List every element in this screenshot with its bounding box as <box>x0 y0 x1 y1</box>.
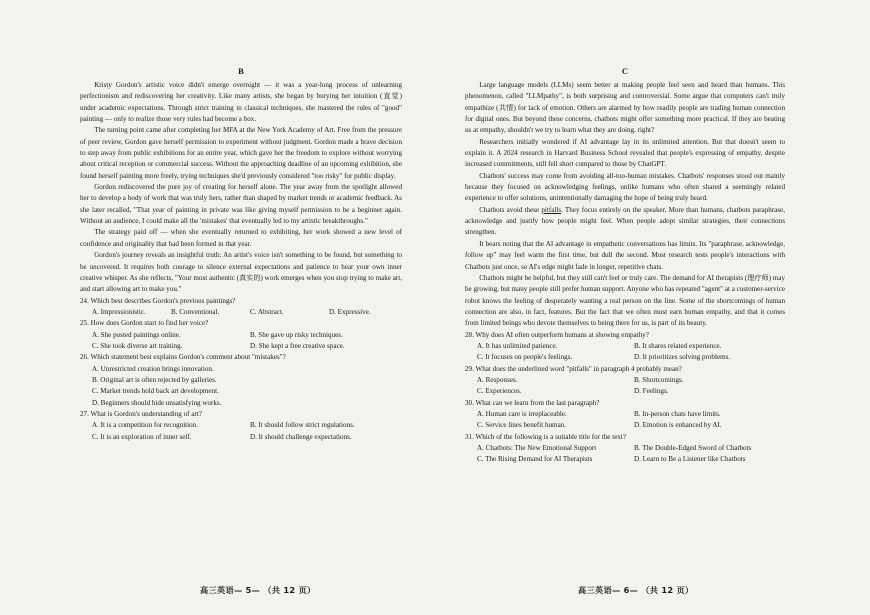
underlined-word-pitfalls: pitfalls <box>541 205 562 214</box>
option-d: D. Emotion is enhanced by AI. <box>634 421 722 430</box>
option-a: A. Chatbots: The New Emotional Support <box>477 444 597 452</box>
question-25-options <box>80 330 402 353</box>
option-a: A. It has unlimited patience. <box>477 341 558 350</box>
passage-c-paragraph <box>465 205 785 239</box>
page-footer-right: 高三英语— 6— （共 12 页） <box>578 585 694 595</box>
paragraph-rest-text: . They focus entirely on the speaker. More than humans, chatbots paraphrase, acknowledge and justify how people might feel. When people adopt similar strategies, their connections strengthen. <box>465 205 785 237</box>
page-footer-left: 高三英语— 5— （共 12 页） <box>200 585 316 595</box>
question-31-stem: 31. Which of the following is a suitable title for the text? <box>465 432 627 441</box>
question-24-options <box>80 307 402 318</box>
section-label-b: B <box>238 66 244 76</box>
option-b: B. It should follow strict regulations. <box>250 421 355 430</box>
option-a: A. She posted paintings online. <box>92 330 181 339</box>
option-a: A. Unrestricted creation brings innovation. <box>92 364 214 373</box>
question-29-options <box>465 375 785 398</box>
passage-b-paragraph: The turning point came after completing her MFA at the New York Academy of Art. Free from the pressure of peer review, Gordon gave herself permission to experiment without judgment. Gordon made a brave decision to step away from public exhibitions for an entire year, which gave her the freedom to explore without worrying about critical reception or commercial success. Without the approaching deadline of an upcoming exhibition, she found herself painting more freely, trying techniques she'd previously considered "too risky" for public display. <box>80 126 402 180</box>
question-26-options <box>80 364 402 409</box>
question-24-stem: 24. Which best describes Gordon's previous paintings? <box>80 296 236 305</box>
paragraph-lead-text: Chatbots avoid these <box>479 205 542 214</box>
question-30-options <box>465 409 785 432</box>
option-c: C. Abstract. <box>250 307 284 316</box>
option-b: B. In-person chats have limits. <box>634 409 721 418</box>
question-28-options <box>465 341 785 364</box>
option-b: B. It shares related experience. <box>634 341 722 350</box>
option-c: C. Market trends hold back art development. <box>92 387 219 396</box>
option-c: C. It focuses on people's feelings. <box>477 353 573 362</box>
section-label-c: C <box>621 66 629 76</box>
option-a: A. Human care is irreplaceable. <box>477 409 567 418</box>
option-b: B. Shortcomings. <box>634 375 684 384</box>
passage-b-paragraph: Gordon's journey reveals an insightful truth: An artist's voice isn't something to be found, but something to be uncovered. It requires both courage to silence external expectations and patience to hear your own inner creative whisper. As she reflects, "Your most authentic (真实的) work emerges when you stop trying to make art, and start allowing art to make you." <box>80 251 402 294</box>
question-29-stem: 29. What does the underlined word "pitfalls" in paragraph 4 probably mean? <box>465 364 682 373</box>
option-b: B. She gave up risky techniques. <box>250 330 343 339</box>
passage-b-paragraph: Gordon rediscovered the pure joy of creating for herself alone. The year away from the spotlight allowed her to develop a body of work that was truly hers, rather than shaped by market trends or academic feedback. As she later recalled, "That year of painting in private was like giving myself permission to be a beginner again. Without an audience, I could make all the 'mistakes' that eventually led to my artistic breakthroughs." <box>80 183 402 226</box>
option-d: D. It prioritizes solving problems. <box>634 353 731 362</box>
passage-c-column <box>465 66 785 466</box>
option-c: C. Experiences. <box>477 387 522 396</box>
option-b: B. Conventional. <box>171 307 220 316</box>
passage-c-paragraph: Chatbots might be helpful, but they still can't feel or truly care. The demand for AI therapists (理疗师) may be growing, but many people still prefer human support. Anyone who has repeated "agent" at a customer-service robot knows the feeling of desperately wanting a real person on the line. Some of the shortcomings of human connection are also, in fact, features. But the fact that we often must earn human empathy, and that it comes from limited beings who devote themselves to being there for us, is part of its beauty. <box>465 273 785 328</box>
option-a: A. Impressionistic. <box>92 307 146 316</box>
passage-b-paragraph: Kristy Gordon's artistic voice didn't emerge overnight — it was a year-long process of unlearning perfectionism and rediscovering her creativity. Like many artists, she began by burying her intuition (直觉) under academic expectations. Through strict training in classical techniques, she mastered the rules of "good" painting — only to realize those very rules had become a box. <box>80 81 402 124</box>
option-a: A. Responses. <box>477 375 518 384</box>
option-a: A. It is a competition for recognition. <box>92 421 198 430</box>
option-c: C. The Rising Demand for AI Therapists <box>477 455 593 464</box>
question-31-options <box>465 443 785 466</box>
option-c: C. She took diverse art training. <box>92 341 183 350</box>
question-25-stem: 25. How does Gordon start to find her voice? <box>80 319 209 328</box>
passage-c-paragraph: Chatbots' success may come from avoiding all-too-human mistakes. Chatbots' responses stood out mainly because they focused on acknowledging feelings, unlike humans who often shared a seemingly related experience to offer solutions, unintentionally damaging the hope of being truly heard. <box>465 171 785 203</box>
passage-b-column <box>80 66 402 443</box>
question-26-stem: 26. Which statement best explains Gordon's comment about "mistakes"? <box>80 353 286 362</box>
option-d: D. She kept a free creative space. <box>250 341 345 350</box>
question-27-options <box>80 420 402 443</box>
question-27-stem: 27. What is Gordon's understanding of art? <box>80 409 202 418</box>
option-d: D. Feelings. <box>634 387 669 396</box>
option-d: D. Beginners should hide unsatisfying works. <box>92 398 222 407</box>
option-b: B. The Double-Edged Sword of Chatbots <box>634 444 752 452</box>
option-c: C. It is an exploration of inner self. <box>92 432 192 441</box>
passage-b-paragraph: The strategy paid off — when she eventually returned to exhibiting, her work showed a new level of confidence and originality that had been formed in that year. <box>80 228 402 248</box>
passage-c-paragraph: Researchers initially wondered if AI advantage lay in its unlimited attention. But that doesn't seem to explain it. A 2024 research in Harvard Business School revealed that people's expressing of empathy, despite increased commitments, still fell short compared to those by ChatGPT. <box>465 137 785 169</box>
passage-c-paragraph: It bears noting that the AI advantage in empathetic conversations has limits. Its "paraphrase, acknowledge, follow up" may feel warm the first time, but dull the second. Most research tests people's interactions with Chatbots just once, so AI's edge might fade in longer, repetitive chats. <box>465 239 785 271</box>
question-30-stem: 30. What can we learn from the last paragraph? <box>465 398 600 407</box>
question-28-stem: 28. Why does AI often outperform humans at showing empathy? <box>465 330 649 339</box>
passage-c-paragraph: Large language models (LLMs) seem better at making people feel seen and heard than humans. This phenomenon, called "LLMpathy", is both surprising and controversial. Some argue that computers can't truly empathize (共情) for lack of emotion. Others are alarmed by how readily people are trading human connection for digital ones. But beyond these concerns, chatbots might offer something more practical. If they are beating us at empathy, shouldn't we try to learn what they are doing, right? <box>465 81 785 135</box>
option-d: D. Learn to Be a Listener like Chatbots <box>634 455 746 464</box>
option-b: B. Original art is often rejected by galleries. <box>92 375 217 384</box>
option-d: D. It should challenge expectations. <box>250 432 352 441</box>
option-d: D. Expressive. <box>329 307 371 316</box>
option-c: C. Service lines benefit human. <box>477 421 567 430</box>
